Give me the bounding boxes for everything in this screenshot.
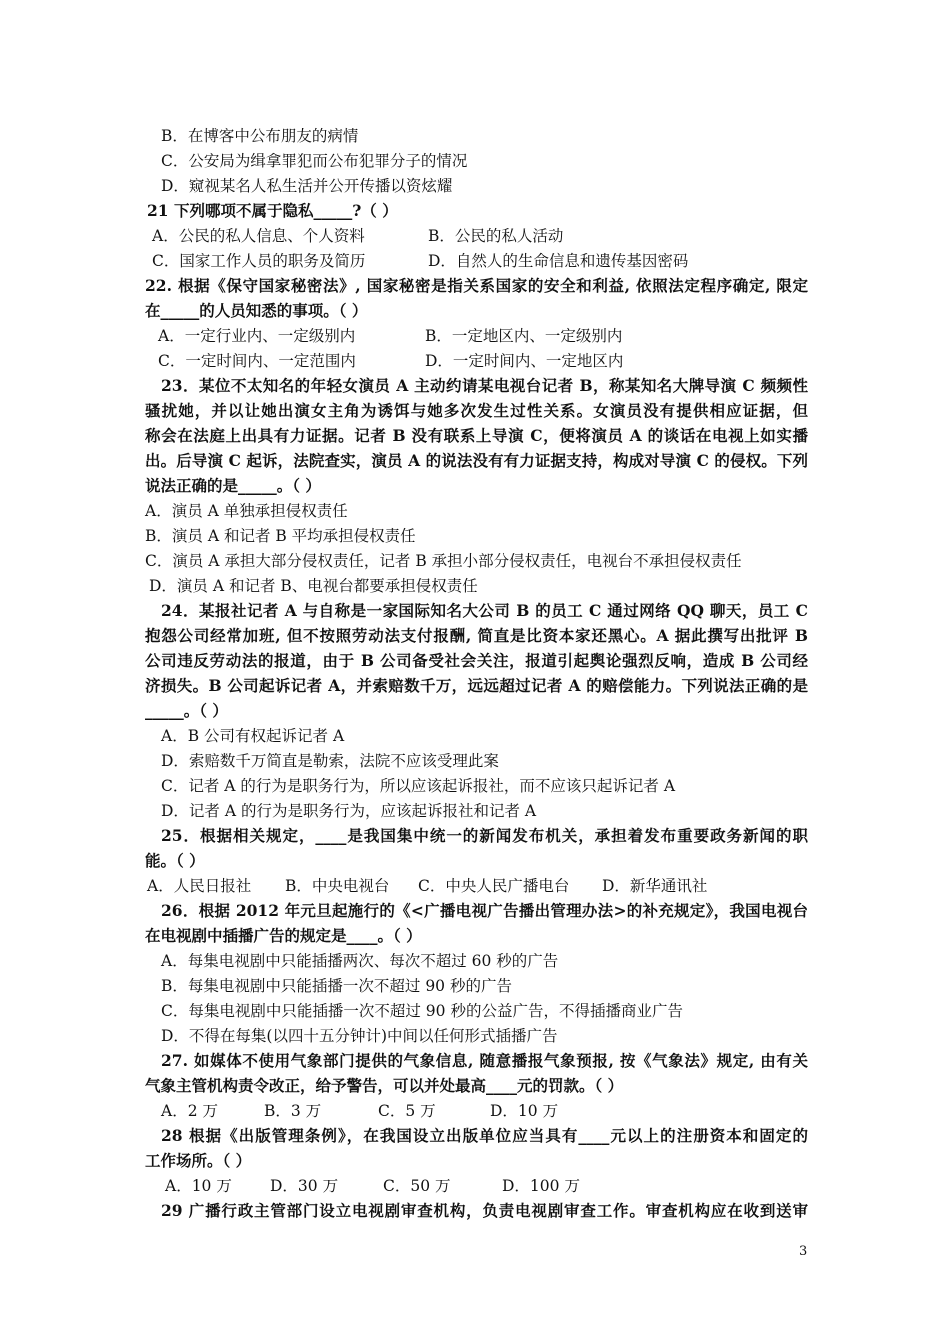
q21-stem: 21 下列哪项不属于隐私_____?（ ） [147, 201, 398, 220]
q28-stem-line-2: 工作场所。（ ） [145, 1151, 252, 1170]
q27-stem-line-2: 气象主管机构责令改正，给予警告，可以并处最高____元的罚款。（ ） [145, 1076, 624, 1095]
prev-option-b: B．在博客中公布朋友的病情 [161, 127, 359, 145]
q23-option-b: B．演员 A 和记者 B 平均承担侵权责任 [145, 527, 416, 545]
q25-option-b: B．中央电视台 [285, 877, 390, 895]
q26-stem-line-2: 在电视剧中插播广告的规定是____。（ ） [145, 926, 422, 945]
q28-option-d: D．100 万 [502, 1177, 580, 1195]
q23-stem-line-2: 骚扰她，并以让她出演女主角为诱饵与她多次发生过性关系。女演员没有提供相应证据，但 [145, 401, 808, 420]
q24-stem-line-4: 济损失。B 公司起诉记者 A，并索赔数千万，远远超过记者 A 的赔偿能力。下列说法正确的是 [145, 676, 808, 695]
q25-option-a: A．人民日报社 [147, 877, 252, 895]
q22-option-c: C．一定时间内、一定范围内 [158, 352, 356, 370]
q28-option-b: D．30 万 [270, 1177, 339, 1195]
q28-option-c: C．50 万 [383, 1177, 451, 1195]
q24-option-b: D．索赔数千万简直是勒索，法院不应该受理此案 [161, 752, 499, 770]
q22-option-d: D．一定时间内、一定地区内 [425, 352, 624, 370]
q27-option-d: D．10 万 [490, 1102, 559, 1120]
q21-option-c: C．国家工作人员的职务及简历 [152, 252, 366, 270]
q24-stem-line-1: 24．某报社记者 A 与自称是一家国际知名大公司 B 的员工 C 通过网络 QQ 聊天，员工 C [161, 601, 808, 620]
q27-option-c: C．5 万 [378, 1102, 436, 1120]
q23-option-a: A．演员 A 单独承担侵权责任 [145, 502, 348, 520]
q26-option-d: D．不得在每集(以四十五分钟计)中间以任何形式插播广告 [161, 1027, 558, 1045]
q23-option-c: C．演员 A 承担大部分侵权责任，记者 B 承担小部分侵权责任，电视台不承担侵权责任 [145, 552, 742, 570]
q23-stem-line-3: 称会在法庭上出具有力证据。记者 B 没有联系上导演 C，便将演员 A 的谈话在电视上如实播 [145, 426, 808, 445]
q24-stem-line-3: 公司违反劳动法的报道，由于 B 公司备受社会关注，报道引起舆论强烈反响，造成 B 公司经 [145, 651, 808, 670]
q23-option-d: D．演员 A 和记者 B、电视台都要承担侵权责任 [149, 577, 478, 595]
q22-option-b: B．一定地区内、一定级别内 [425, 327, 623, 345]
q25-stem-line-1: 25．根据相关规定，____是我国集中统一的新闻发布机关，承担着发布重要政务新闻的职 [161, 826, 808, 845]
q25-stem-line-2: 能。（ ） [145, 851, 205, 870]
q27-option-b: B．3 万 [264, 1102, 322, 1120]
q21-option-b: B．公民的私人活动 [428, 227, 564, 245]
prev-option-d: D．窥视某名人私生活并公开传播以资炫耀 [161, 177, 453, 195]
q28-stem-line-1: 28 根据《出版管理条例》，在我国设立出版单位应当具有____元以上的注册资本和固定的 [161, 1126, 808, 1145]
q25-option-c: C．中央人民广播电台 [418, 877, 570, 895]
q25-option-d: D．新华通讯社 [602, 877, 708, 895]
q22-stem-line-2: 在_____的人员知悉的事项。（ ） [145, 301, 368, 320]
q23-stem-line-4: 出。后导演 C 起诉，法院查实，演员 A 的说法没有有力证据支持，构成对导演 C 的侵权。下列 [145, 451, 808, 470]
q24-stem-line-5: _____。（ ） [145, 701, 228, 720]
prev-option-c: C．公安局为缉拿罪犯而公布犯罪分子的情况 [161, 152, 468, 170]
q26-stem-line-1: 26．根据 2012 年元旦起施行的《<广播电视广告播出管理办法>的补充规定》，我国电视台 [161, 901, 808, 920]
q26-option-b: B．每集电视剧中只能插播一次不超过 90 秒的广告 [161, 977, 512, 995]
q26-option-c: C．每集电视剧中只能插播一次不超过 90 秒的公益广告，不得插播商业广告 [161, 1002, 683, 1020]
q29-stem-line-1: 29 广播行政主管部门设立电视剧审查机构，负责电视剧审查工作。审查机构应在收到送审 [161, 1201, 808, 1220]
q24-option-c: C．记者 A 的行为是职务行为，所以应该起诉报社，而不应该只起诉记者 A [161, 777, 676, 795]
q27-option-a: A．2 万 [161, 1102, 218, 1120]
q24-option-d: D．记者 A 的行为是职务行为，应该起诉报社和记者 A [161, 802, 537, 820]
q26-option-a: A．每集电视剧中只能插播两次、每次不超过 60 秒的广告 [161, 952, 559, 970]
q22-stem-line-1: 22. 根据《保守国家秘密法》, 国家秘密是指关系国家的安全和利益, 依照法定程序确定, 限定 [145, 276, 808, 295]
q24-stem-line-2: 抱怨公司经常加班, 但不按照劳动法支付报酬, 简直是比资本家还黑心。A 据此撰写出批评 B [145, 626, 808, 645]
q27-stem-line-1: 27. 如媒体不使用气象部门提供的气象信息, 随意播报气象预报, 按《气象法》规定, 由有关 [161, 1051, 808, 1070]
q24-option-a: A．B 公司有权起诉记者 A [161, 727, 345, 745]
q21-option-a: A．公民的私人信息、个人资料 [152, 227, 365, 245]
q22-option-a: A．一定行业内、一定级别内 [158, 327, 356, 345]
q23-stem-line-5: 说法正确的是_____。（ ） [145, 476, 321, 495]
q23-stem-line-1: 23．某位不太知名的年轻女演员 A 主动约请某电视台记者 B，称某知名大牌导演 C 频频性 [161, 376, 808, 395]
page-number: 3 [799, 1244, 808, 1259]
q21-option-d: D．自然人的生命信息和遗传基因密码 [428, 252, 689, 270]
q28-option-a: A．10 万 [165, 1177, 232, 1195]
